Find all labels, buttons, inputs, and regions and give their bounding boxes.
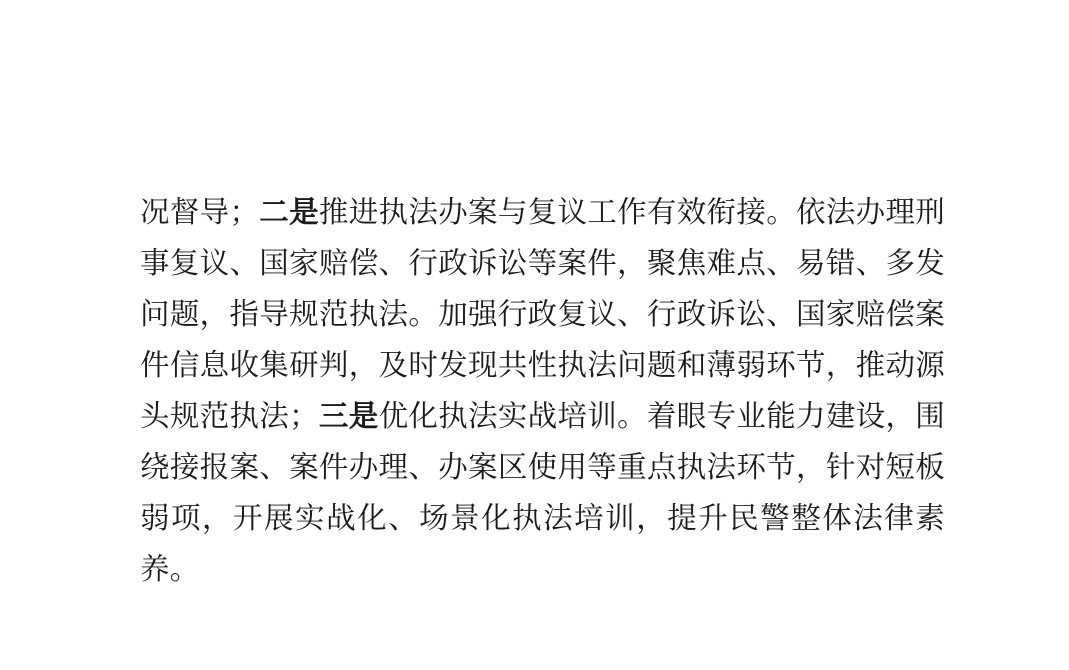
paragraph-segment-3: 优化执法实战培训。着眼专业能力建设，围绕接报案、案件办理、办案区使用等重点执法环节，针对短板弱项，开展实战化、场景化执法培训，提升民警整体法律素养。 <box>140 401 945 586</box>
paragraph-segment-1: 况督导； <box>140 197 260 229</box>
paragraph-lead-2: 三是 <box>318 401 379 433</box>
body-text-block <box>140 188 945 596</box>
paragraph-segment-2: 推进执法办案与复议工作有效衔接。依法办理刑事复议、国家赔偿、行政诉讼等案件，聚焦难点、易错、多发问题，指导规范执法。加强行政复议、行政诉讼、国家赔偿案件信息收集研判，及时发现共性执法问题和薄弱环节，推动源头规范执法； <box>140 197 945 433</box>
paragraph <box>140 188 945 596</box>
paragraph-lead-1: 二是 <box>259 197 319 229</box>
